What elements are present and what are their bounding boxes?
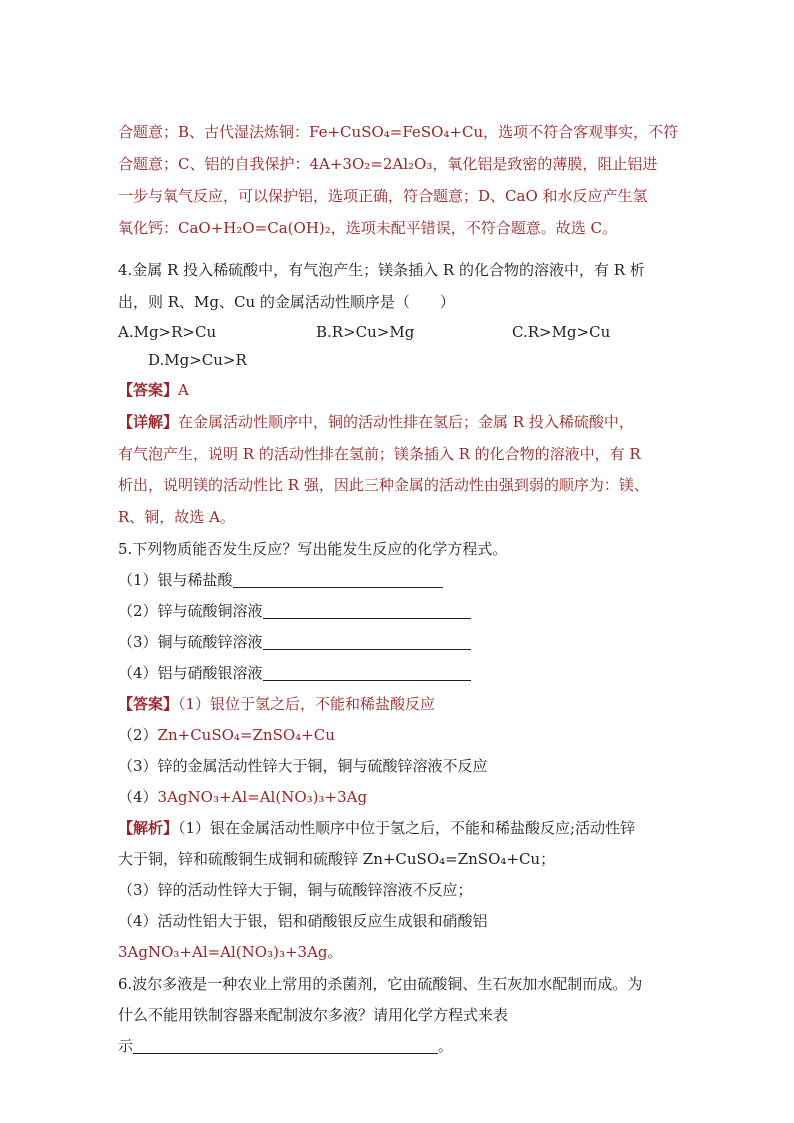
q5-analysis-line4: （4）活动性铝大于银，铝和硝酸银反应生成银和硝酸铝: [118, 912, 488, 930]
q4-option-a: A.Mg>R>Cu: [118, 323, 217, 341]
q4-stem-line1: 4.金属 R 投入稀硫酸中，有气泡产生；镁条插入 R 的化合物的溶液中，有 R 析: [118, 261, 645, 279]
q5-analysis-line1: 【解析】（1）银在金属活动性顺序中位于氢之后，不能和稀盐酸反应;活动性锌: [118, 819, 636, 837]
q4-option-b: B.R>Cu>Mg: [316, 323, 415, 341]
q4-detail-line4: R、铜，故选 A。: [118, 508, 235, 526]
explain3-line4: 氧化钙：CaO+H₂O=Ca(OH)₂，选项未配平错误，不符合题意。故选 C。: [118, 219, 618, 237]
q5-stem: 5.下列物质能否发生反应？写出能发生反应的化学方程式。: [118, 540, 508, 558]
q5-item-3: （3）铜与硫酸锌溶液: [118, 632, 471, 652]
q5-item-1: （1）银与稀盐酸: [118, 570, 443, 590]
q5-answer-line1: 【答案】（1）银位于氢之后，不能和稀盐酸反应: [118, 695, 436, 713]
q5-analysis-line5: 3AgNO₃+Al=Al(NO₃)₃+3Ag。: [118, 943, 343, 961]
detail-tag: 【详解】: [118, 413, 179, 431]
q5-item-2: （2）锌与硫酸铜溶液: [118, 601, 471, 621]
q4-detail-line2: 有气泡产生，说明 R 的活动性排在氢前；镁条插入 R 的化合物的溶液中，有 R: [118, 445, 641, 463]
answer-blank[interactable]: [263, 635, 471, 650]
q4-detail-line3: 析出，说明镁的活动性比 R 强，因此三种金属的活动性由强到弱的顺序为：镁、: [118, 476, 649, 494]
answer-blank[interactable]: [263, 604, 471, 619]
q6-stem-line1: 6.波尔多液是一种农业上常用的杀菌剂，它由硫酸铜、生石灰加水配制而成。为: [118, 975, 643, 993]
q6-stem-line2: 什么不能用铁制容器来配制波尔多液？请用化学方程式来表: [118, 1006, 509, 1024]
explain3-line2: 合题意；C、铝的自我保护：4A+3O₂=2Al₂O₃，氧化铝是致密的薄膜，阻止铝进: [118, 155, 658, 173]
answer-blank[interactable]: [263, 666, 471, 681]
q5-item-4: （4）铝与硝酸银溶液: [118, 663, 471, 683]
q4-answer-value: A: [178, 381, 189, 399]
q4-stem-line2: 出，则 R、Mg、Cu 的金属活动性顺序是（ ）: [118, 293, 455, 311]
explain3-line1: 合题意；B、古代湿法炼铜：Fe+CuSO₄=FeSO₄+Cu，选项不符合客观事实，不符: [118, 123, 679, 141]
q4-option-c: C.R>Mg>Cu: [512, 323, 611, 341]
explain3-line3: 一步与氧气反应，可以保护铝，选项正确，符合题意；D、CaO 和水反应产生氢: [118, 187, 648, 205]
q4-option-d: D.Mg>Cu>R: [148, 351, 247, 369]
q6-stem-line3: 示 。: [118, 1037, 454, 1055]
q5-answer-line4: （4）3AgNO₃+Al=Al(NO₃)₃+3Ag: [118, 788, 368, 806]
analysis-tag: 【解析】: [118, 819, 179, 837]
q5-answer-line2: （2）Zn+CuSO₄=ZnSO₄+Cu: [118, 726, 335, 744]
q5-answer-line3: （3）锌的金属活动性锌大于铜，铜与硫酸锌溶液不反应: [118, 757, 488, 775]
answer-blank[interactable]: [133, 1039, 438, 1054]
answer-tag: 【答案】: [118, 381, 179, 399]
answer-blank[interactable]: [233, 573, 443, 588]
q4-detail-line1: 【详解】在金属活动性顺序中，铜的活动性排在氢后；金属 R 投入稀硫酸中，: [118, 413, 634, 431]
q4-answer: [118, 380, 189, 400]
q5-analysis-line3: （3）锌的活动性锌大于铜，铜与硫酸锌溶液不反应；: [118, 881, 473, 899]
q5-analysis-line2: 大于铜，锌和硫酸铜生成铜和硫酸锌 Zn+CuSO₄=ZnSO₄+Cu；: [118, 850, 556, 868]
answer-tag: 【答案】: [118, 695, 179, 713]
